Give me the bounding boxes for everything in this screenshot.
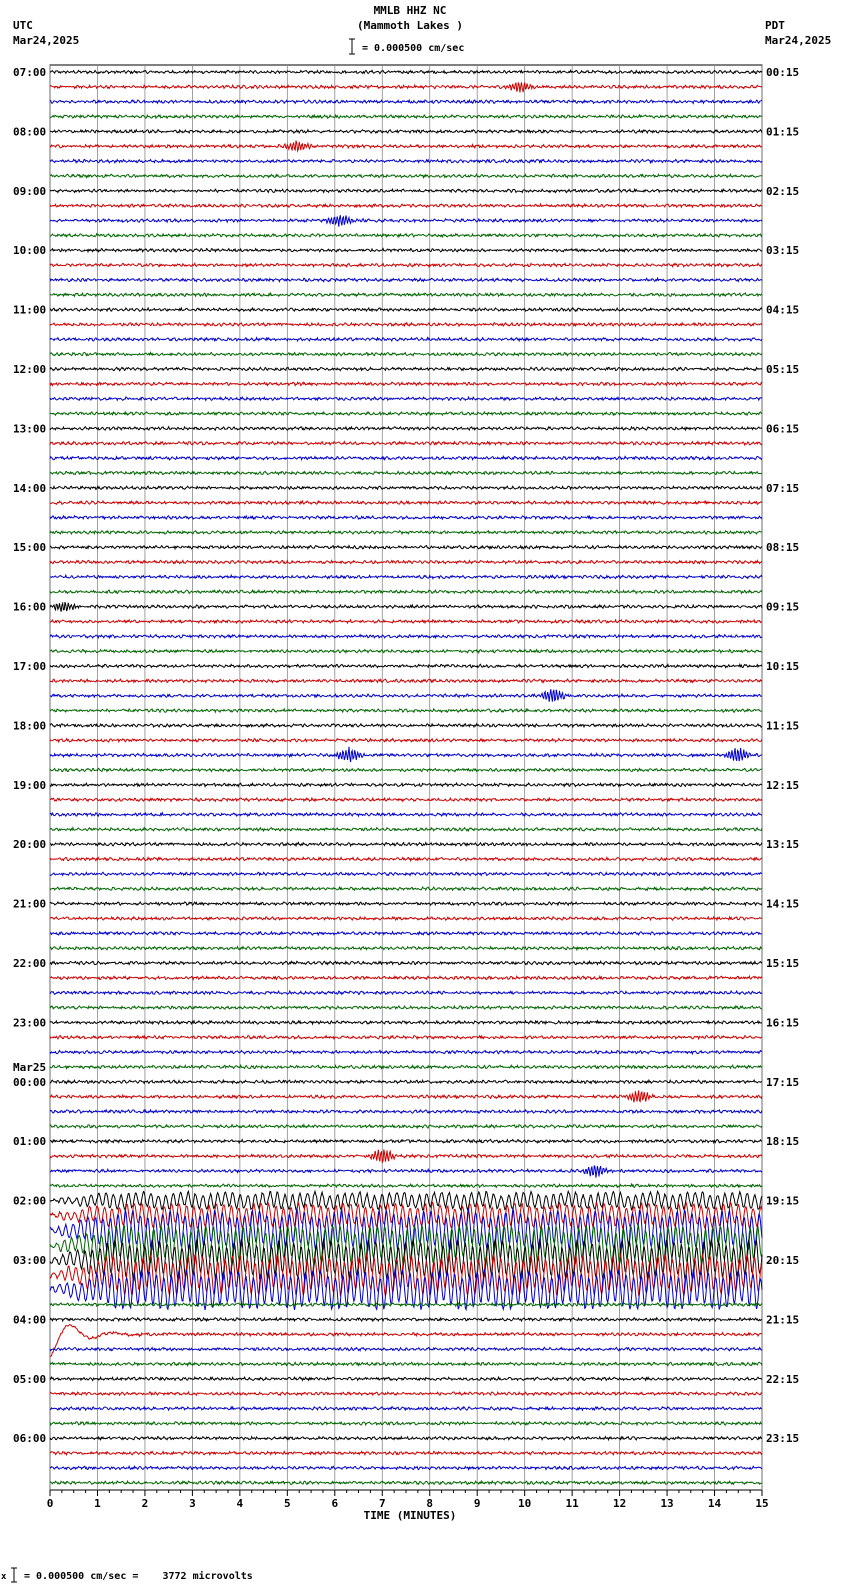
trace-line xyxy=(50,843,762,846)
trace-line xyxy=(50,397,762,400)
trace-line xyxy=(50,115,762,118)
right-hour-label: 13:15 xyxy=(766,838,800,852)
trace-line xyxy=(50,174,762,177)
trace-line xyxy=(50,70,762,73)
x-tick-label: 12 xyxy=(612,1497,627,1510)
trace-line xyxy=(50,215,762,227)
trace-line xyxy=(50,689,762,702)
left-hour-label: 16:00 xyxy=(13,600,47,614)
x-tick-label: 3 xyxy=(189,1497,196,1510)
trace-line xyxy=(50,1125,762,1128)
trace-line xyxy=(50,1407,762,1410)
trace-line xyxy=(50,412,762,415)
trace-line xyxy=(50,501,762,504)
left-hour-label: 01:00 xyxy=(13,1135,47,1149)
right-hour-label: 04:15 xyxy=(766,303,800,317)
trace-line xyxy=(50,1065,762,1068)
x-tick-label: 1 xyxy=(94,1497,101,1510)
x-tick-label: 6 xyxy=(331,1497,339,1510)
trace-line xyxy=(50,141,762,151)
left-hour-label: 04:00 xyxy=(13,1313,47,1327)
trace-line xyxy=(50,1184,762,1187)
x-tick-label: 4 xyxy=(236,1497,244,1510)
trace-line xyxy=(50,1437,762,1440)
right-hour-label: 14:15 xyxy=(766,897,800,911)
left-hour-label: 15:00 xyxy=(13,541,47,555)
left-hour-label: 20:00 xyxy=(13,838,47,852)
left-hour-label: 08:00 xyxy=(13,125,47,139)
trace-line xyxy=(50,1325,762,1357)
trace-line xyxy=(50,1080,762,1083)
right-hour-label: 08:15 xyxy=(766,541,800,555)
trace-line xyxy=(50,976,762,979)
x-axis-label: TIME (MINUTES) xyxy=(363,1509,457,1522)
x-tick-label: 11 xyxy=(565,1497,579,1510)
left-timezone: UTC xyxy=(13,19,33,32)
scale-bar-icon xyxy=(349,39,355,54)
trace-line xyxy=(50,887,762,890)
trace-line xyxy=(50,747,762,762)
trace-line xyxy=(50,427,762,430)
trace-line xyxy=(50,1377,762,1380)
trace-line xyxy=(50,768,762,771)
trace-line xyxy=(50,456,762,459)
trace-line xyxy=(50,471,762,474)
trace-line xyxy=(50,1090,762,1102)
trace-line xyxy=(50,293,762,296)
trace-line xyxy=(50,679,762,682)
right-hour-label: 06:15 xyxy=(766,422,800,436)
trace-line xyxy=(50,1466,762,1469)
left-date: Mar24,2025 xyxy=(13,34,80,47)
left-hour-label: 02:00 xyxy=(13,1194,47,1208)
left-hour-label: 14:00 xyxy=(13,481,47,495)
trace-line xyxy=(50,442,762,445)
trace-line xyxy=(50,1422,762,1425)
x-tick-label: 10 xyxy=(518,1497,532,1510)
right-hour-label: 01:15 xyxy=(766,125,800,139)
trace-line xyxy=(50,100,762,103)
trace-line xyxy=(50,1150,762,1163)
x-tick-label: 15 xyxy=(755,1497,769,1510)
trace-line xyxy=(50,709,762,712)
footer-scale-bar-icon xyxy=(11,1568,17,1582)
trace-line xyxy=(50,1140,762,1143)
right-hour-label: 19:15 xyxy=(766,1194,800,1208)
trace-line xyxy=(50,650,762,653)
right-hour-label: 15:15 xyxy=(766,957,800,970)
trace-line xyxy=(50,902,762,905)
x-tick-label: 9 xyxy=(473,1497,481,1510)
left-hour-label: 06:00 xyxy=(13,1432,47,1446)
trace-line xyxy=(50,204,762,207)
right-hour-label: 11:15 xyxy=(766,719,800,733)
footer-scale-note: = 0.000500 cm/sec = 3772 microvolts xyxy=(24,1571,253,1582)
x-tick-label: 5 xyxy=(284,1497,291,1510)
trace-line xyxy=(50,82,762,92)
left-hour-label: 10:00 xyxy=(13,244,47,258)
x-tick-label: 14 xyxy=(707,1497,722,1510)
right-hour-label: 02:15 xyxy=(766,184,800,198)
left-hour-label: 05:00 xyxy=(13,1372,47,1386)
trace-line xyxy=(50,857,762,860)
trace-line xyxy=(50,1166,762,1178)
trace-line xyxy=(50,1318,762,1321)
trace-line xyxy=(50,1050,762,1053)
right-timezone: PDT xyxy=(765,19,785,32)
trace-line xyxy=(50,1392,762,1395)
trace-line xyxy=(50,1362,762,1365)
right-hour-label: 20:15 xyxy=(766,1254,800,1267)
scale-label: = 0.000500 cm/sec xyxy=(362,43,465,54)
right-hour-label: 12:15 xyxy=(766,778,800,792)
right-hour-label: 00:15 xyxy=(766,66,800,79)
time-axis xyxy=(47,1490,769,1510)
x-tick-label: 7 xyxy=(378,1497,386,1510)
day-change-label: Mar25 xyxy=(13,1060,47,1074)
left-hour-label: 03:00 xyxy=(13,1254,47,1267)
x-tick-label: 8 xyxy=(426,1497,434,1510)
right-hour-label: 05:15 xyxy=(766,363,800,376)
trace-line xyxy=(50,575,762,578)
trace-line xyxy=(50,560,762,563)
trace-line xyxy=(50,1036,762,1039)
trace-line xyxy=(50,602,762,612)
trace-line xyxy=(50,353,762,356)
trace-line xyxy=(50,798,762,801)
trace-line xyxy=(50,263,762,266)
left-hour-label: 22:00 xyxy=(13,957,47,970)
trace-line xyxy=(50,1110,762,1113)
station-title: MMLB HHZ NC xyxy=(373,4,447,17)
right-hour-label: 18:15 xyxy=(766,1135,800,1149)
left-hour-label: 09:00 xyxy=(13,184,47,198)
trace-line xyxy=(50,590,762,593)
trace-lines xyxy=(50,70,762,1484)
trace-line xyxy=(50,961,762,964)
trace-line xyxy=(50,917,762,920)
right-hour-label: 07:15 xyxy=(766,481,800,495)
left-hour-label: 17:00 xyxy=(13,660,47,673)
right-hour-label: 10:15 xyxy=(766,660,800,673)
trace-line xyxy=(50,991,762,994)
trace-line xyxy=(50,620,762,623)
footer-marker: x xyxy=(1,1572,7,1582)
trace-line xyxy=(50,367,762,370)
trace-line xyxy=(50,278,762,281)
trace-line xyxy=(50,1021,762,1024)
trace-line xyxy=(50,382,762,385)
trace-line xyxy=(50,516,762,519)
right-date: Mar24,2025 xyxy=(765,34,832,47)
trace-line xyxy=(50,872,762,875)
trace-line xyxy=(50,932,762,935)
trace-line xyxy=(50,531,762,534)
x-tick-label: 13 xyxy=(660,1497,674,1510)
trace-line xyxy=(50,947,762,950)
left-hour-label: 13:00 xyxy=(13,422,47,436)
right-hour-label: 16:15 xyxy=(766,1016,800,1030)
trace-line xyxy=(50,813,762,816)
station-location: (Mammoth Lakes ) xyxy=(357,19,463,32)
trace-line xyxy=(50,323,762,326)
left-hour-label: 12:00 xyxy=(13,363,47,376)
trace-line xyxy=(50,724,762,727)
left-hour-label: 07:00 xyxy=(13,66,47,79)
trace-line xyxy=(50,546,762,549)
trace-line xyxy=(50,739,762,742)
left-hour-label: 21:00 xyxy=(13,897,47,911)
trace-line xyxy=(50,234,762,237)
x-tick-label: 2 xyxy=(141,1497,149,1510)
right-hour-label: 21:15 xyxy=(766,1313,800,1327)
trace-line xyxy=(50,159,762,162)
left-hour-label: 11:00 xyxy=(13,303,47,317)
right-hour-label: 22:15 xyxy=(766,1372,800,1386)
trace-line xyxy=(50,783,762,786)
left-hour-label: 19:00 xyxy=(13,778,47,792)
right-hour-label: 17:15 xyxy=(766,1075,800,1089)
trace-line xyxy=(50,338,762,341)
trace-line xyxy=(50,664,762,667)
left-hour-label: 23:00 xyxy=(13,1016,47,1030)
right-hour-label: 03:15 xyxy=(766,244,800,258)
left-hour-label: 18:00 xyxy=(13,719,47,733)
trace-line xyxy=(50,635,762,638)
trace-line xyxy=(50,1347,762,1350)
trace-line xyxy=(50,130,762,133)
trace-line xyxy=(50,1451,762,1454)
trace-line xyxy=(50,189,762,192)
left-hour-label: 00:00 xyxy=(13,1075,47,1089)
right-hour-label: 23:15 xyxy=(766,1432,800,1446)
trace-line xyxy=(50,828,762,831)
trace-line xyxy=(50,486,762,489)
trace-line xyxy=(50,1006,762,1009)
x-tick-label: 0 xyxy=(46,1497,54,1510)
right-hour-label: 09:15 xyxy=(766,600,800,614)
trace-line xyxy=(50,1481,762,1484)
trace-line xyxy=(50,249,762,252)
trace-line xyxy=(50,308,762,311)
